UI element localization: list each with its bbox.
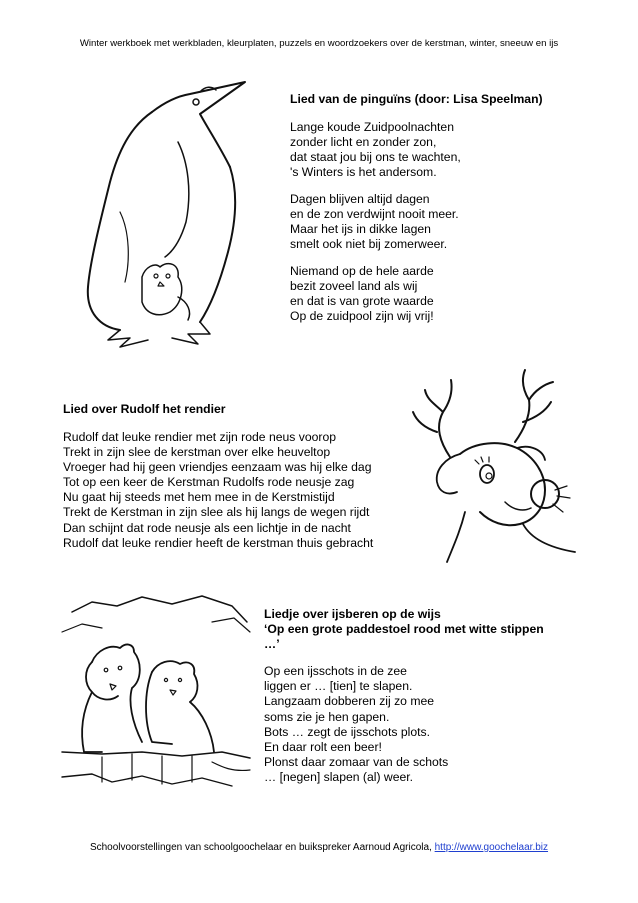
poem-line: zonder licht en zonder zon, xyxy=(290,135,437,149)
poem-line: Maar het ijs in dikke lagen xyxy=(290,222,431,236)
rudolf-poem xyxy=(63,402,403,551)
poem-line: En daar rolt een beer! xyxy=(264,740,382,755)
poem-line: Dan schijnt dat rode neusje als een lichtje in de nacht xyxy=(63,520,351,535)
page-header: Winter werkboek met werkbladen, kleurplaten, puzzels en woordzoekers over de kerstman, winter, sneeuw en ijs xyxy=(79,38,559,49)
poem-line: soms zie je hen gapen. xyxy=(264,709,390,724)
poem-line: Vroeger had hij geen vriendjes eenzaam was hij elke dag xyxy=(63,460,372,475)
poem-line: … [negen] slapen (al) weer. xyxy=(264,770,414,785)
reindeer-illustration xyxy=(405,362,585,562)
poem-line: Dagen blijven altijd dagen xyxy=(290,192,430,206)
poem-line: smelt ook niet bij zomerweer. xyxy=(290,237,448,251)
poem-line: Trekt de Kerstman in zijn slee als hij langs de wegen rijdt xyxy=(63,505,370,520)
rudolf-poem-stanza xyxy=(63,430,403,551)
page-footer xyxy=(0,842,638,853)
polar-bear-poem-stanza xyxy=(264,664,594,786)
poem-line: Lange koude Zuidpoolnachten xyxy=(290,120,454,134)
poem-line: Trekt in zijn slee de kerstman over elke heuveltop xyxy=(63,445,331,460)
rudolf-poem-title: Lied over Rudolf het rendier xyxy=(63,402,226,416)
poem-line: Op een ijsschots in de zee xyxy=(264,664,407,678)
poem-line: bezit zoveel land als wij xyxy=(290,279,418,293)
penguin-poem xyxy=(290,92,590,324)
poem-line: dat staat jou bij ons te wachten, xyxy=(290,150,461,164)
poem-line: liggen er … [tien] te slapen. xyxy=(264,679,413,694)
penguin-poem-stanza-2 xyxy=(290,192,590,252)
poem-title-line: Liedje over ijsberen op de wijs xyxy=(264,607,441,621)
poem-title-line: …’ xyxy=(264,637,280,651)
poem-title-line: ‘Op een grote paddestoel rood met witte stippen xyxy=(264,622,544,636)
poem-line: 's Winters is het andersom. xyxy=(290,165,437,179)
polar-bear-poem xyxy=(264,607,594,786)
penguin-poem-stanza-1 xyxy=(290,120,590,180)
polar-bears-illustration xyxy=(62,592,252,802)
poem-line: Plonst daar zomaar van de schots xyxy=(264,755,449,770)
poem-line: Bots … zegt de ijsschots plots. xyxy=(264,724,430,739)
footer-website-link[interactable]: http://www.goochelaar.biz xyxy=(434,842,549,853)
poem-line: Rudolf dat leuke rendier met zijn rode neus voorop xyxy=(63,430,337,444)
poem-line: en dat is van grote waarde xyxy=(290,294,434,308)
polar-bear-poem-title xyxy=(264,607,594,652)
poem-line: en de zon verdwijnt nooit meer. xyxy=(290,207,459,221)
poem-line: Nu gaat hij steeds met hem mee in de Kerstmistijd xyxy=(63,490,335,505)
penguin-poem-title: Lied van de pinguïns (door: Lisa Speelman) xyxy=(290,92,543,106)
poem-line: Op de zuidpool zijn wij vrij! xyxy=(290,309,434,323)
penguin-poem-stanza-3 xyxy=(290,264,590,324)
poem-line: Tot op een keer de Kerstman Rudolfs rode neusje zag xyxy=(63,475,355,490)
footer-text: Schoolvoorstellingen van schoolgoochelaar en buikspreker Aarnoud Agricola, xyxy=(89,842,435,853)
poem-line: Niemand op de hele aarde xyxy=(290,264,434,278)
penguin-illustration xyxy=(60,72,260,347)
poem-line: Langzaam dobberen zij zo mee xyxy=(264,694,435,709)
poem-line: Rudolf dat leuke rendier heeft de kerstman thuis gebracht xyxy=(63,535,374,550)
